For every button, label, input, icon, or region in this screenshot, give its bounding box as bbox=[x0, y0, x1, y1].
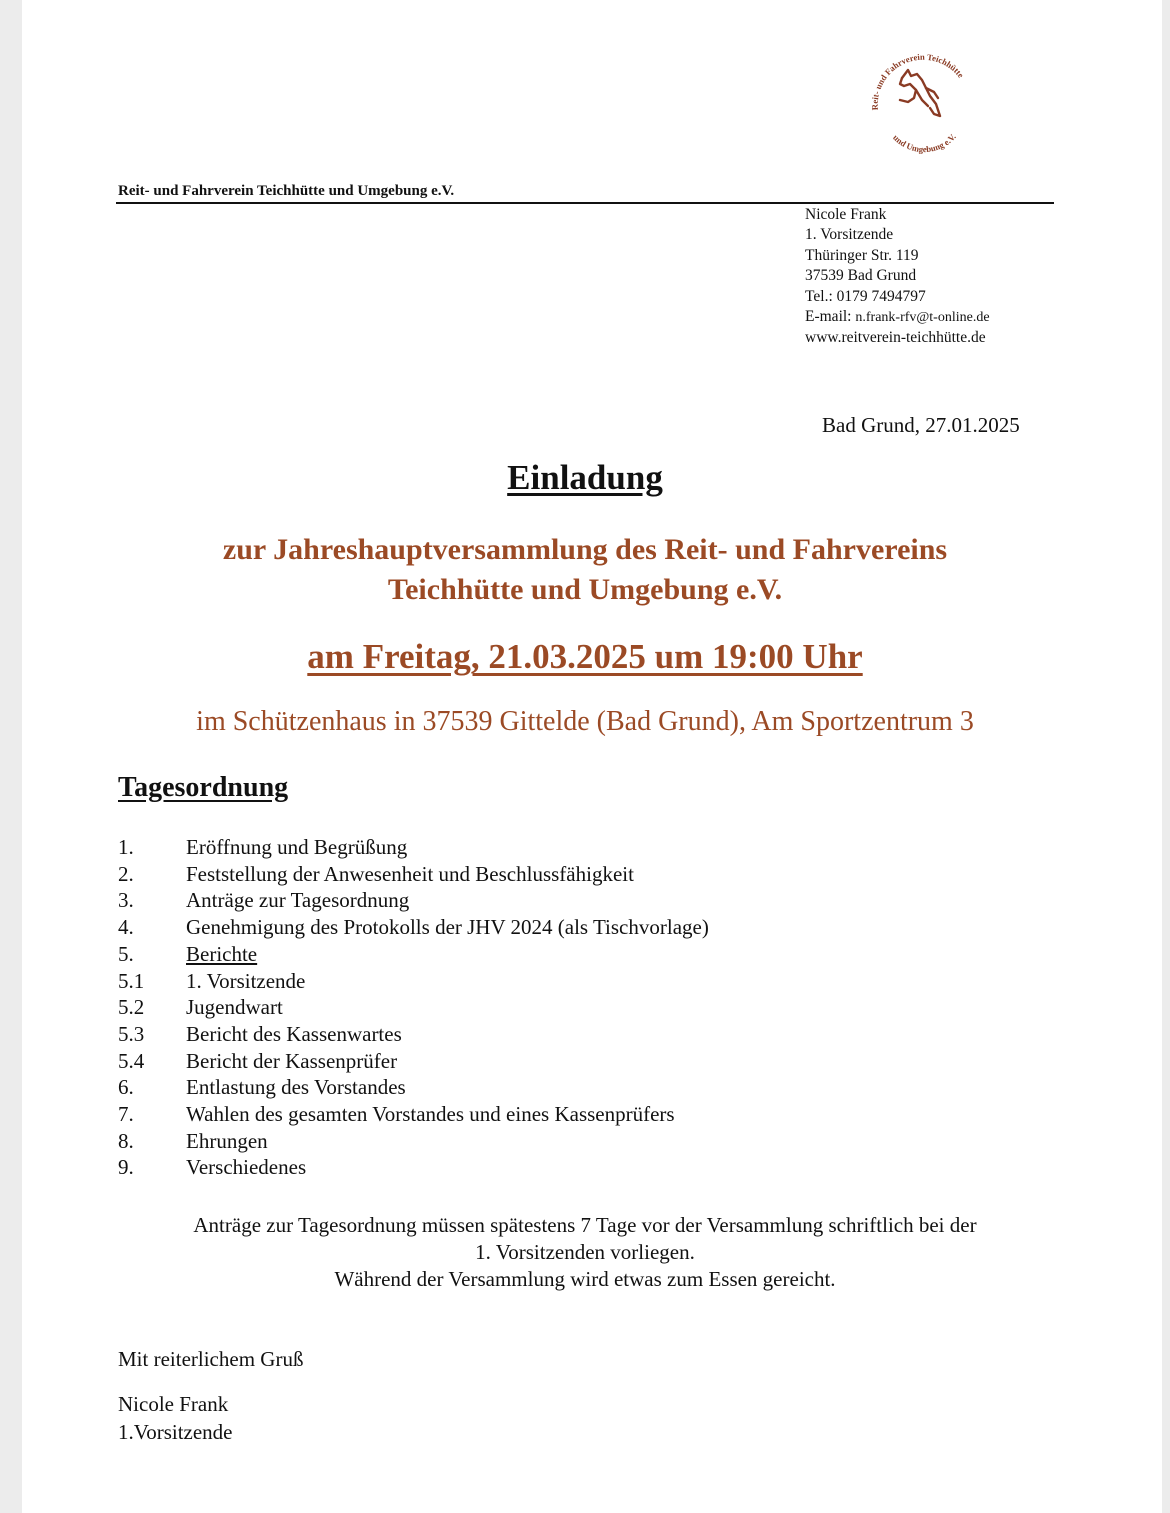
notes-block bbox=[0, 1212, 1170, 1293]
agenda-number: 9. bbox=[118, 1155, 134, 1180]
horse-icon bbox=[900, 70, 940, 116]
agenda-number: 3. bbox=[118, 888, 134, 913]
agenda-number: 5.2 bbox=[118, 995, 145, 1020]
logo-text: Reit- und Fahrverein Teichhütte bbox=[869, 51, 967, 111]
signature-name: Nicole Frank bbox=[118, 1392, 229, 1416]
agenda-number: 5.4 bbox=[118, 1048, 145, 1073]
list-item bbox=[118, 1048, 709, 1075]
agenda-number: 2. bbox=[118, 861, 134, 886]
note-line-1: Anträge zur Tagesordnung müssen spätestens 7 Tage vor der Versammlung schriftlich bei der bbox=[193, 1213, 977, 1237]
subtitle bbox=[0, 530, 1170, 610]
agenda-text: Ehrungen bbox=[186, 1128, 268, 1153]
agenda-text: Verschiedenes bbox=[186, 1155, 307, 1180]
contact-city: 37539 Bad Grund bbox=[805, 267, 917, 285]
list-item bbox=[118, 941, 709, 968]
list-item bbox=[118, 834, 709, 861]
list-item bbox=[118, 861, 709, 888]
contact-phone: Tel.: 0179 7494797 bbox=[805, 287, 926, 305]
signature-block bbox=[118, 1390, 233, 1446]
list-item bbox=[118, 1101, 709, 1128]
svg-text:und Umgebung e.V.: und Umgebung e.V. bbox=[891, 131, 958, 155]
meeting-location: im Schützenhaus in 37539 Gittelde (Bad Grund), Am Sportzentrum 3 bbox=[196, 706, 974, 737]
agenda-text: Feststellung der Anwesenheit und Beschlussfähigkeit bbox=[186, 861, 634, 886]
list-item bbox=[118, 968, 709, 995]
contact-street: Thüringer Str. 119 bbox=[805, 246, 919, 264]
page-title: Einladung bbox=[507, 458, 663, 497]
letter-date: Bad Grund, 27.01.2025 bbox=[822, 413, 1020, 437]
agenda-number: 5.3 bbox=[118, 1021, 145, 1046]
agenda-text: Bericht des Kassenwartes bbox=[186, 1021, 402, 1046]
contact-email: n.frank-rfv@t-online.de bbox=[855, 310, 990, 326]
agenda-text: Eröffnung und Begrüßung bbox=[186, 835, 408, 859]
list-item bbox=[118, 914, 709, 941]
list-item bbox=[118, 887, 709, 914]
note-line-2: 1. Vorsitzenden vorliegen. bbox=[475, 1240, 695, 1264]
note-line-3: Während der Versammlung wird etwas zum Essen gereicht. bbox=[334, 1267, 836, 1291]
list-item bbox=[118, 1154, 709, 1181]
agenda-text: Jugendwart bbox=[186, 995, 283, 1020]
agenda-text: Entlastung des Vorstandes bbox=[186, 1075, 406, 1100]
agenda-text: Wahlen des gesamten Vorstandes und eines Kassenprüfers bbox=[186, 1102, 675, 1127]
agenda-text: Anträge zur Tagesordnung bbox=[186, 888, 410, 913]
agenda-number: 7. bbox=[118, 1102, 134, 1127]
closing-greeting: Mit reiterlichem Gruß bbox=[118, 1347, 304, 1371]
list-item bbox=[118, 1128, 709, 1155]
agenda-number: 5.1 bbox=[118, 968, 145, 993]
meeting-datetime: am Freitag, 21.03.2025 um 19:00 Uhr bbox=[307, 637, 863, 676]
agenda-number: 4. bbox=[118, 915, 134, 940]
agenda-text: Genehmigung des Protokolls der JHV 2024 (als Tischvorlage) bbox=[186, 915, 709, 940]
agenda-heading: Tagesordnung bbox=[118, 772, 289, 803]
subtitle-line-1: zur Jahreshauptversammlung des Reit- und Fahrvereins bbox=[222, 533, 948, 566]
club-logo bbox=[864, 48, 976, 160]
signature-role: 1.Vorsitzende bbox=[118, 1420, 233, 1444]
contact-role: 1. Vorsitzende bbox=[805, 226, 894, 244]
contact-block bbox=[805, 205, 990, 349]
list-item bbox=[118, 994, 709, 1021]
agenda-list bbox=[118, 834, 709, 1181]
agenda-number: 8. bbox=[118, 1128, 134, 1153]
header-org-name: Reit- und Fahrverein Teichhütte und Umgebung e.V. bbox=[118, 183, 455, 199]
agenda-text: 1. Vorsitzende bbox=[186, 968, 306, 993]
contact-name: Nicole Frank bbox=[805, 206, 887, 223]
agenda-number: 1. bbox=[118, 835, 134, 859]
agenda-number: 6. bbox=[118, 1075, 134, 1100]
header-divider bbox=[116, 202, 1054, 204]
agenda-text: Berichte bbox=[186, 941, 258, 966]
agenda-text: Bericht der Kassenprüfer bbox=[186, 1048, 398, 1073]
contact-website: www.reitverein-teichhütte.de bbox=[805, 329, 986, 347]
contact-email-label: E-mail: bbox=[805, 308, 856, 326]
list-item bbox=[118, 1074, 709, 1101]
agenda-number: 5. bbox=[118, 941, 134, 966]
contact-email-row bbox=[805, 307, 990, 328]
list-item bbox=[118, 1021, 709, 1048]
subtitle-line-2: Teichhütte und Umgebung e.V. bbox=[387, 573, 783, 606]
